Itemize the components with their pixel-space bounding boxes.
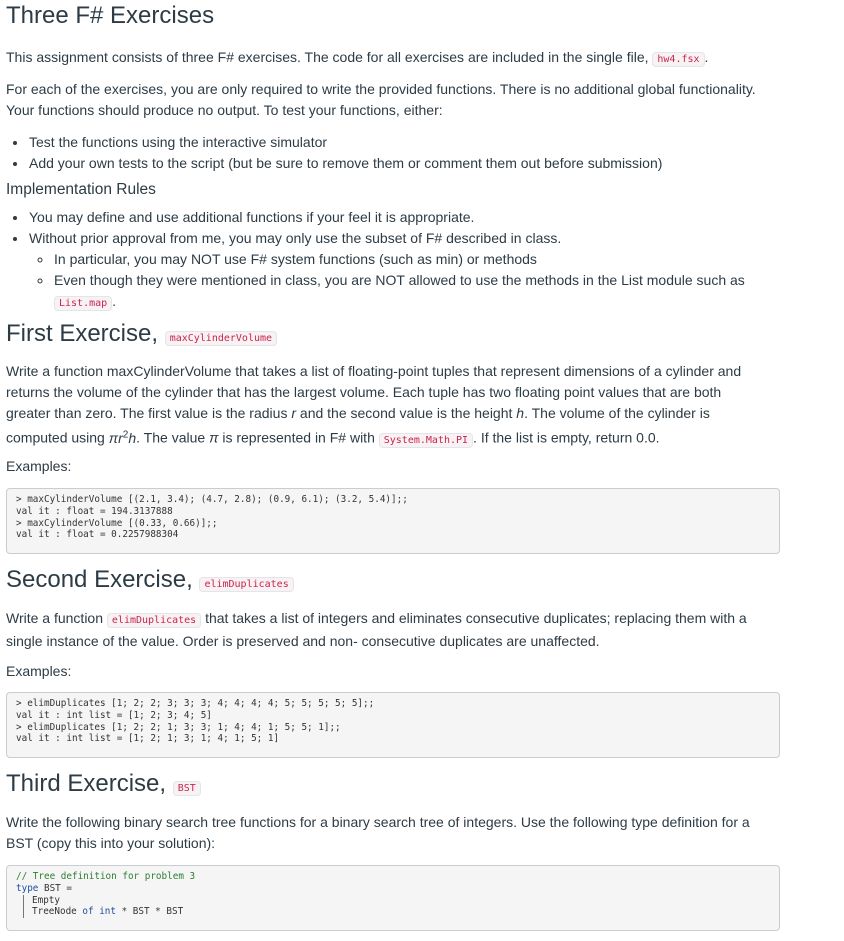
heading-code: elimDuplicates: [199, 577, 293, 592]
list-item: • Without prior approval from me, you may only use the subset of F# described in class. ◦ In particular, you may NOT use F# system functions (such as min) or methods ◦ Even though they were mentioned in class, you are NOT allowed to use the methods in the List module such as List.map .: [28, 228, 782, 314]
code-line: TreeNode of int * BST * BST: [32, 906, 184, 918]
code-line: val it : float = 194.3137888: [16, 505, 173, 517]
code-line: > elimDuplicates [1; 2; 2; 3; 3; 3; 4; 4; 4; 4; 5; 5; 5; 5; 5];;: [16, 698, 375, 709]
rules-sub-list: [29, 249, 782, 314]
list-item: ◦ In particular, you may NOT use F# system functions (such as min) or methods: [53, 249, 782, 270]
rules-heading: Implementation Rules: [6, 181, 156, 198]
code-line: // Tree definition for problem 3: [16, 871, 196, 882]
code-line: > elimDuplicates [1; 2; 2; 1; 3; 3; 1; 4; 4; 1; 5; 5; 1];;: [16, 721, 341, 733]
code-line: val it : int list = [1; 2; 1; 3; 1; 4; 1; 5; 1]: [16, 733, 280, 745]
intro-paragraph-1: This assignment consists of three F# exercises. The code for all exercises are included in the single file, hw4.fsx .: [6, 49, 709, 65]
code-line: > maxCylinderVolume [(0.33, 0.66)];;: [16, 517, 218, 529]
first-exercise-description: Write a function maxCylinderVolume that takes a list of floating-point tuples that represent dimensions of a cylinder and returns the volume of the cylinder that has the largest volume. Each tuple has two floating point values that are both greater than zero. The first value is the radius r and the second value is the height h. The volume of the cylinder is computed using $\pi r^2h$. The value π is represented in F# with System.Math.PI . If the list is empty, return 0.0.: [6, 363, 742, 446]
first-examples-code: [6, 488, 780, 554]
list-map-code: List.map: [54, 296, 112, 311]
second-exercise-heading: Second Exercise, elimDuplicates: [6, 564, 760, 601]
intro-paragraph-2: For each of the exercises, you are only required to write the provided functions. There is no additional global functionality. Your functions should produce no output. To test your functions, either:: [6, 81, 756, 118]
code-line: val it : int list = [1; 2; 3; 4; 5]: [16, 709, 212, 721]
second-exercise-description: Write a function elimDuplicates that takes a list of integers and eliminates consecutive duplicates; replacing them with a single instance of the value. Order is preserved and non- consecutive duplicates are unaffected.: [6, 610, 747, 649]
bst-type-definition-code: [6, 865, 780, 931]
volume-formula: $\pi r^2h$: [108, 429, 137, 446]
second-examples-label: Examples:: [6, 663, 72, 679]
intro-bullet-list: [6, 132, 782, 174]
heading-code: BST: [173, 781, 201, 796]
third-exercise-description: Write the following binary search tree functions for a binary search tree of integers. Use the following type definition for a BST (copy this into your solution):: [6, 814, 750, 851]
list-item: • Test the functions using the interactive simulator: [28, 132, 782, 153]
list-item: ◦ Even though they were mentioned in class, you are NOT allowed to use the methods in the List module such as List.map .: [53, 270, 782, 314]
third-exercise-heading: Third Exercise, BST: [6, 768, 760, 805]
elim-duplicates-code: elimDuplicates: [107, 613, 201, 628]
code-indent-guide: [23, 895, 770, 919]
code-line: Empty: [32, 894, 60, 906]
heading-code: maxCylinderVolume: [165, 331, 277, 346]
first-examples-label: Examples:: [6, 458, 72, 474]
list-item: • Add your own tests to the script (but be sure to remove them or comment them out before submission): [28, 153, 782, 174]
list-item: • You may define and use additional functions if your feel it is appropriate.: [28, 207, 782, 228]
code-line: type BST =: [16, 882, 72, 894]
second-examples-code: [6, 692, 780, 758]
filename-code: hw4.fsx: [652, 52, 704, 67]
page-title: Three F# Exercises: [6, 2, 215, 29]
code-line: > maxCylinderVolume [(2.1, 3.4); (4.7, 2.8); (0.9, 6.1); (3.2, 5.4)];;: [16, 494, 408, 505]
rules-bullet-list: [6, 207, 782, 314]
code-line: val it : float = 0.2257988304: [16, 529, 179, 541]
pi-code: System.Math.PI: [379, 433, 473, 448]
first-exercise-heading: First Exercise, maxCylinderVolume: [6, 318, 760, 355]
